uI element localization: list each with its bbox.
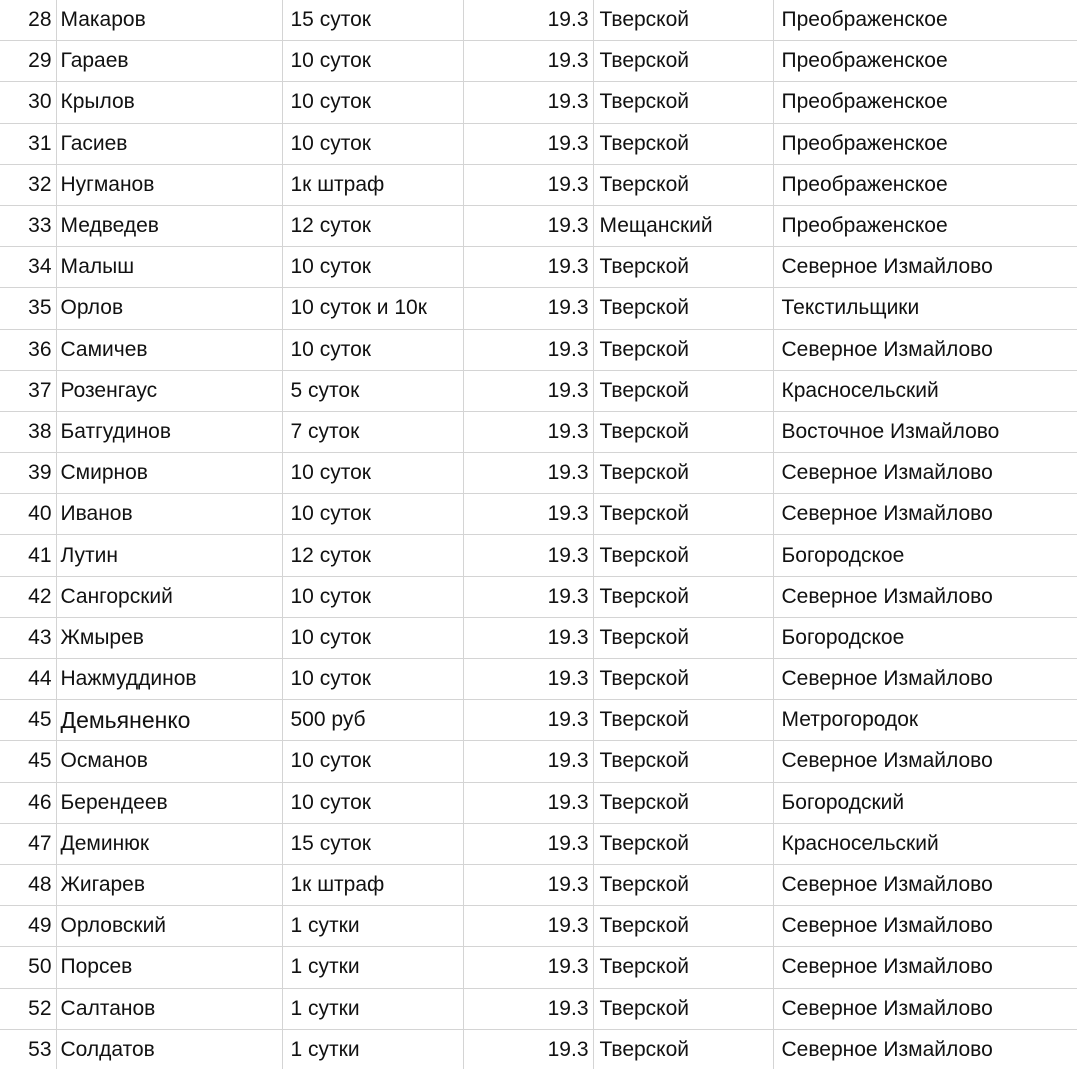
cell-district[interactable]: Преображенское (773, 205, 1077, 246)
cell-article[interactable]: 19.3 (463, 494, 593, 535)
cell-article[interactable]: 19.3 (463, 288, 593, 329)
cell-number[interactable]: 37 (0, 370, 56, 411)
cell-name[interactable]: Солдатов (56, 1029, 282, 1069)
cell-sentence[interactable]: 10 суток (282, 617, 463, 658)
cell-district[interactable]: Богородское (773, 535, 1077, 576)
cell-court[interactable]: Тверской (593, 82, 773, 123)
cell-number[interactable]: 28 (0, 0, 56, 41)
table-row (0, 247, 1077, 288)
cell-number[interactable]: 53 (0, 1029, 56, 1069)
table-row (0, 700, 1077, 741)
cell-name[interactable]: Порсев (56, 947, 282, 988)
cell-district[interactable]: Восточное Измайлово (773, 411, 1077, 452)
cell-article[interactable]: 19.3 (463, 823, 593, 864)
cell-number[interactable]: 44 (0, 659, 56, 700)
cell-name[interactable]: Нажмуддинов (56, 659, 282, 700)
cell-district[interactable]: Северное Измайлово (773, 659, 1077, 700)
cell-court[interactable]: Тверской (593, 164, 773, 205)
cell-article[interactable]: 19.3 (463, 453, 593, 494)
table-row (0, 411, 1077, 452)
cell-sentence[interactable]: 10 суток (282, 247, 463, 288)
cell-court[interactable]: Тверской (593, 453, 773, 494)
cell-article[interactable]: 19.3 (463, 123, 593, 164)
cell-name[interactable]: Смирнов (56, 453, 282, 494)
cell-sentence[interactable]: 1к штраф (282, 164, 463, 205)
cell-sentence[interactable]: 12 суток (282, 205, 463, 246)
cell-number[interactable]: 47 (0, 823, 56, 864)
cell-article[interactable]: 19.3 (463, 741, 593, 782)
cell-article[interactable]: 19.3 (463, 370, 593, 411)
cell-name[interactable]: Лутин (56, 535, 282, 576)
cell-number[interactable]: 52 (0, 988, 56, 1029)
table-row (0, 988, 1077, 1029)
cell-court[interactable]: Тверской (593, 247, 773, 288)
cell-article[interactable]: 19.3 (463, 988, 593, 1029)
cell-court[interactable]: Тверской (593, 823, 773, 864)
cell-district[interactable]: Северное Измайлово (773, 864, 1077, 905)
table-row (0, 205, 1077, 246)
cell-name[interactable]: Жмырев (56, 617, 282, 658)
cell-article[interactable]: 19.3 (463, 329, 593, 370)
cell-number[interactable]: 42 (0, 576, 56, 617)
cell-article[interactable]: 19.3 (463, 906, 593, 947)
table-row (0, 1029, 1077, 1069)
cell-number[interactable]: 41 (0, 535, 56, 576)
cell-article[interactable]: 19.3 (463, 617, 593, 658)
cell-number[interactable]: 32 (0, 164, 56, 205)
cell-court[interactable]: Тверской (593, 988, 773, 1029)
cell-sentence[interactable]: 15 суток (282, 823, 463, 864)
cell-court[interactable]: Тверской (593, 782, 773, 823)
cell-sentence[interactable]: 1 сутки (282, 988, 463, 1029)
cell-number[interactable]: 38 (0, 411, 56, 452)
table-row (0, 659, 1077, 700)
cell-district[interactable]: Северное Измайлово (773, 1029, 1077, 1069)
cell-district[interactable]: Северное Измайлово (773, 329, 1077, 370)
cell-sentence[interactable]: 12 суток (282, 535, 463, 576)
cell-number[interactable]: 39 (0, 453, 56, 494)
cell-name[interactable]: Демьяненко (56, 700, 282, 741)
cell-district[interactable]: Богородское (773, 617, 1077, 658)
cell-name[interactable]: Макаров (56, 0, 282, 41)
cell-name[interactable]: Самичев (56, 329, 282, 370)
cell-sentence[interactable]: 10 суток (282, 782, 463, 823)
cell-number[interactable]: 45 (0, 700, 56, 741)
cell-court[interactable]: Тверской (593, 864, 773, 905)
cell-court[interactable]: Тверской (593, 947, 773, 988)
cell-number[interactable]: 35 (0, 288, 56, 329)
cell-name[interactable]: Розенгаус (56, 370, 282, 411)
cell-number[interactable]: 34 (0, 247, 56, 288)
cell-name[interactable]: Крылов (56, 82, 282, 123)
cell-name[interactable]: Жигарев (56, 864, 282, 905)
cell-district[interactable]: Северное Измайлово (773, 576, 1077, 617)
cell-number[interactable]: 40 (0, 494, 56, 535)
cell-district[interactable]: Северное Измайлово (773, 741, 1077, 782)
cell-name[interactable]: Нугманов (56, 164, 282, 205)
cell-district[interactable]: Северное Измайлово (773, 947, 1077, 988)
table-row (0, 535, 1077, 576)
cell-article[interactable]: 19.3 (463, 576, 593, 617)
cell-sentence[interactable]: 15 суток (282, 0, 463, 41)
table-row (0, 0, 1077, 41)
cell-court[interactable]: Тверской (593, 0, 773, 41)
table-row (0, 494, 1077, 535)
cell-number[interactable]: 43 (0, 617, 56, 658)
table-row (0, 906, 1077, 947)
table-row (0, 164, 1077, 205)
table-row (0, 82, 1077, 123)
cell-sentence[interactable]: 7 суток (282, 411, 463, 452)
cell-sentence[interactable]: 10 суток (282, 576, 463, 617)
cell-court[interactable]: Тверской (593, 906, 773, 947)
cell-article[interactable]: 19.3 (463, 659, 593, 700)
cell-district[interactable]: Богородский (773, 782, 1077, 823)
cell-article[interactable]: 19.3 (463, 411, 593, 452)
cell-court[interactable]: Тверской (593, 741, 773, 782)
cell-name[interactable]: Гасиев (56, 123, 282, 164)
cell-district[interactable]: Преображенское (773, 41, 1077, 82)
cell-sentence[interactable]: 10 суток (282, 123, 463, 164)
cell-name[interactable]: Орловский (56, 906, 282, 947)
cell-sentence[interactable]: 1 сутки (282, 906, 463, 947)
cell-name[interactable]: Салтанов (56, 988, 282, 1029)
cell-district[interactable]: Преображенское (773, 0, 1077, 41)
cell-number[interactable]: 46 (0, 782, 56, 823)
cell-article[interactable]: 19.3 (463, 1029, 593, 1069)
cell-name[interactable]: Орлов (56, 288, 282, 329)
table-row (0, 288, 1077, 329)
cell-sentence[interactable]: 10 суток (282, 329, 463, 370)
cell-court[interactable]: Тверской (593, 1029, 773, 1069)
table-row (0, 329, 1077, 370)
cell-article[interactable]: 19.3 (463, 41, 593, 82)
cell-district[interactable]: Северное Измайлово (773, 453, 1077, 494)
cell-number[interactable]: 29 (0, 41, 56, 82)
cell-court[interactable]: Тверской (593, 700, 773, 741)
cell-court[interactable]: Тверской (593, 41, 773, 82)
cell-district[interactable]: Северное Измайлово (773, 247, 1077, 288)
cell-district[interactable]: Преображенское (773, 82, 1077, 123)
cell-sentence[interactable]: 1 сутки (282, 1029, 463, 1069)
table-row (0, 617, 1077, 658)
cell-name[interactable]: Деминюк (56, 823, 282, 864)
cell-court[interactable]: Мещанский (593, 205, 773, 246)
cell-number[interactable]: 33 (0, 205, 56, 246)
cell-article[interactable]: 19.3 (463, 782, 593, 823)
cell-sentence[interactable]: 1к штраф (282, 864, 463, 905)
table-row (0, 370, 1077, 411)
cell-article[interactable]: 19.3 (463, 0, 593, 41)
cell-article[interactable]: 19.3 (463, 700, 593, 741)
cell-sentence[interactable]: 10 суток (282, 41, 463, 82)
cell-name[interactable]: Берендеев (56, 782, 282, 823)
table-row (0, 947, 1077, 988)
cell-number[interactable]: 49 (0, 906, 56, 947)
cell-article[interactable]: 19.3 (463, 82, 593, 123)
cell-name[interactable]: Медведев (56, 205, 282, 246)
table-row (0, 741, 1077, 782)
cell-sentence[interactable]: 10 суток (282, 741, 463, 782)
cell-sentence[interactable]: 500 руб (282, 700, 463, 741)
cell-court[interactable]: Тверской (593, 370, 773, 411)
cell-article[interactable]: 19.3 (463, 247, 593, 288)
cell-district[interactable]: Преображенское (773, 123, 1077, 164)
table-row (0, 864, 1077, 905)
table-row (0, 123, 1077, 164)
cell-sentence[interactable]: 10 суток (282, 494, 463, 535)
cell-court[interactable]: Тверской (593, 329, 773, 370)
cell-number[interactable]: 50 (0, 947, 56, 988)
cell-number[interactable]: 31 (0, 123, 56, 164)
cell-number[interactable]: 30 (0, 82, 56, 123)
cell-article[interactable]: 19.3 (463, 205, 593, 246)
cell-court[interactable]: Тверской (593, 659, 773, 700)
cell-district[interactable]: Метрогородок (773, 700, 1077, 741)
cell-district[interactable]: Преображенское (773, 164, 1077, 205)
cell-sentence[interactable]: 10 суток и 10к (282, 288, 463, 329)
cell-name[interactable]: Батгудинов (56, 411, 282, 452)
table-row (0, 823, 1077, 864)
cell-court[interactable]: Тверской (593, 617, 773, 658)
cell-court[interactable]: Тверской (593, 288, 773, 329)
cell-sentence[interactable]: 10 суток (282, 659, 463, 700)
cell-name[interactable]: Иванов (56, 494, 282, 535)
cell-court[interactable]: Тверской (593, 576, 773, 617)
cell-district[interactable]: Красносельский (773, 823, 1077, 864)
cell-number[interactable]: 48 (0, 864, 56, 905)
cell-sentence[interactable]: 5 суток (282, 370, 463, 411)
cell-court[interactable]: Тверской (593, 535, 773, 576)
cell-name[interactable]: Сангорский (56, 576, 282, 617)
cell-sentence[interactable]: 10 суток (282, 453, 463, 494)
cell-district[interactable]: Северное Измайлово (773, 906, 1077, 947)
table-row (0, 576, 1077, 617)
cell-name[interactable]: Османов (56, 741, 282, 782)
cell-district[interactable]: Текстильщики (773, 288, 1077, 329)
table-row (0, 41, 1077, 82)
cell-sentence[interactable]: 1 сутки (282, 947, 463, 988)
cell-name[interactable]: Малыш (56, 247, 282, 288)
cell-article[interactable]: 19.3 (463, 535, 593, 576)
cell-sentence[interactable]: 10 суток (282, 82, 463, 123)
cell-district[interactable]: Северное Измайлово (773, 494, 1077, 535)
cell-number[interactable]: 36 (0, 329, 56, 370)
cell-number[interactable]: 45 (0, 741, 56, 782)
table-row (0, 453, 1077, 494)
cell-article[interactable]: 19.3 (463, 864, 593, 905)
cell-district[interactable]: Северное Измайлово (773, 988, 1077, 1029)
cell-court[interactable]: Тверской (593, 411, 773, 452)
cell-name[interactable]: Гараев (56, 41, 282, 82)
cell-article[interactable]: 19.3 (463, 947, 593, 988)
cell-court[interactable]: Тверской (593, 123, 773, 164)
cell-court[interactable]: Тверской (593, 494, 773, 535)
table-row (0, 782, 1077, 823)
cell-article[interactable]: 19.3 (463, 164, 593, 205)
cell-district[interactable]: Красносельский (773, 370, 1077, 411)
